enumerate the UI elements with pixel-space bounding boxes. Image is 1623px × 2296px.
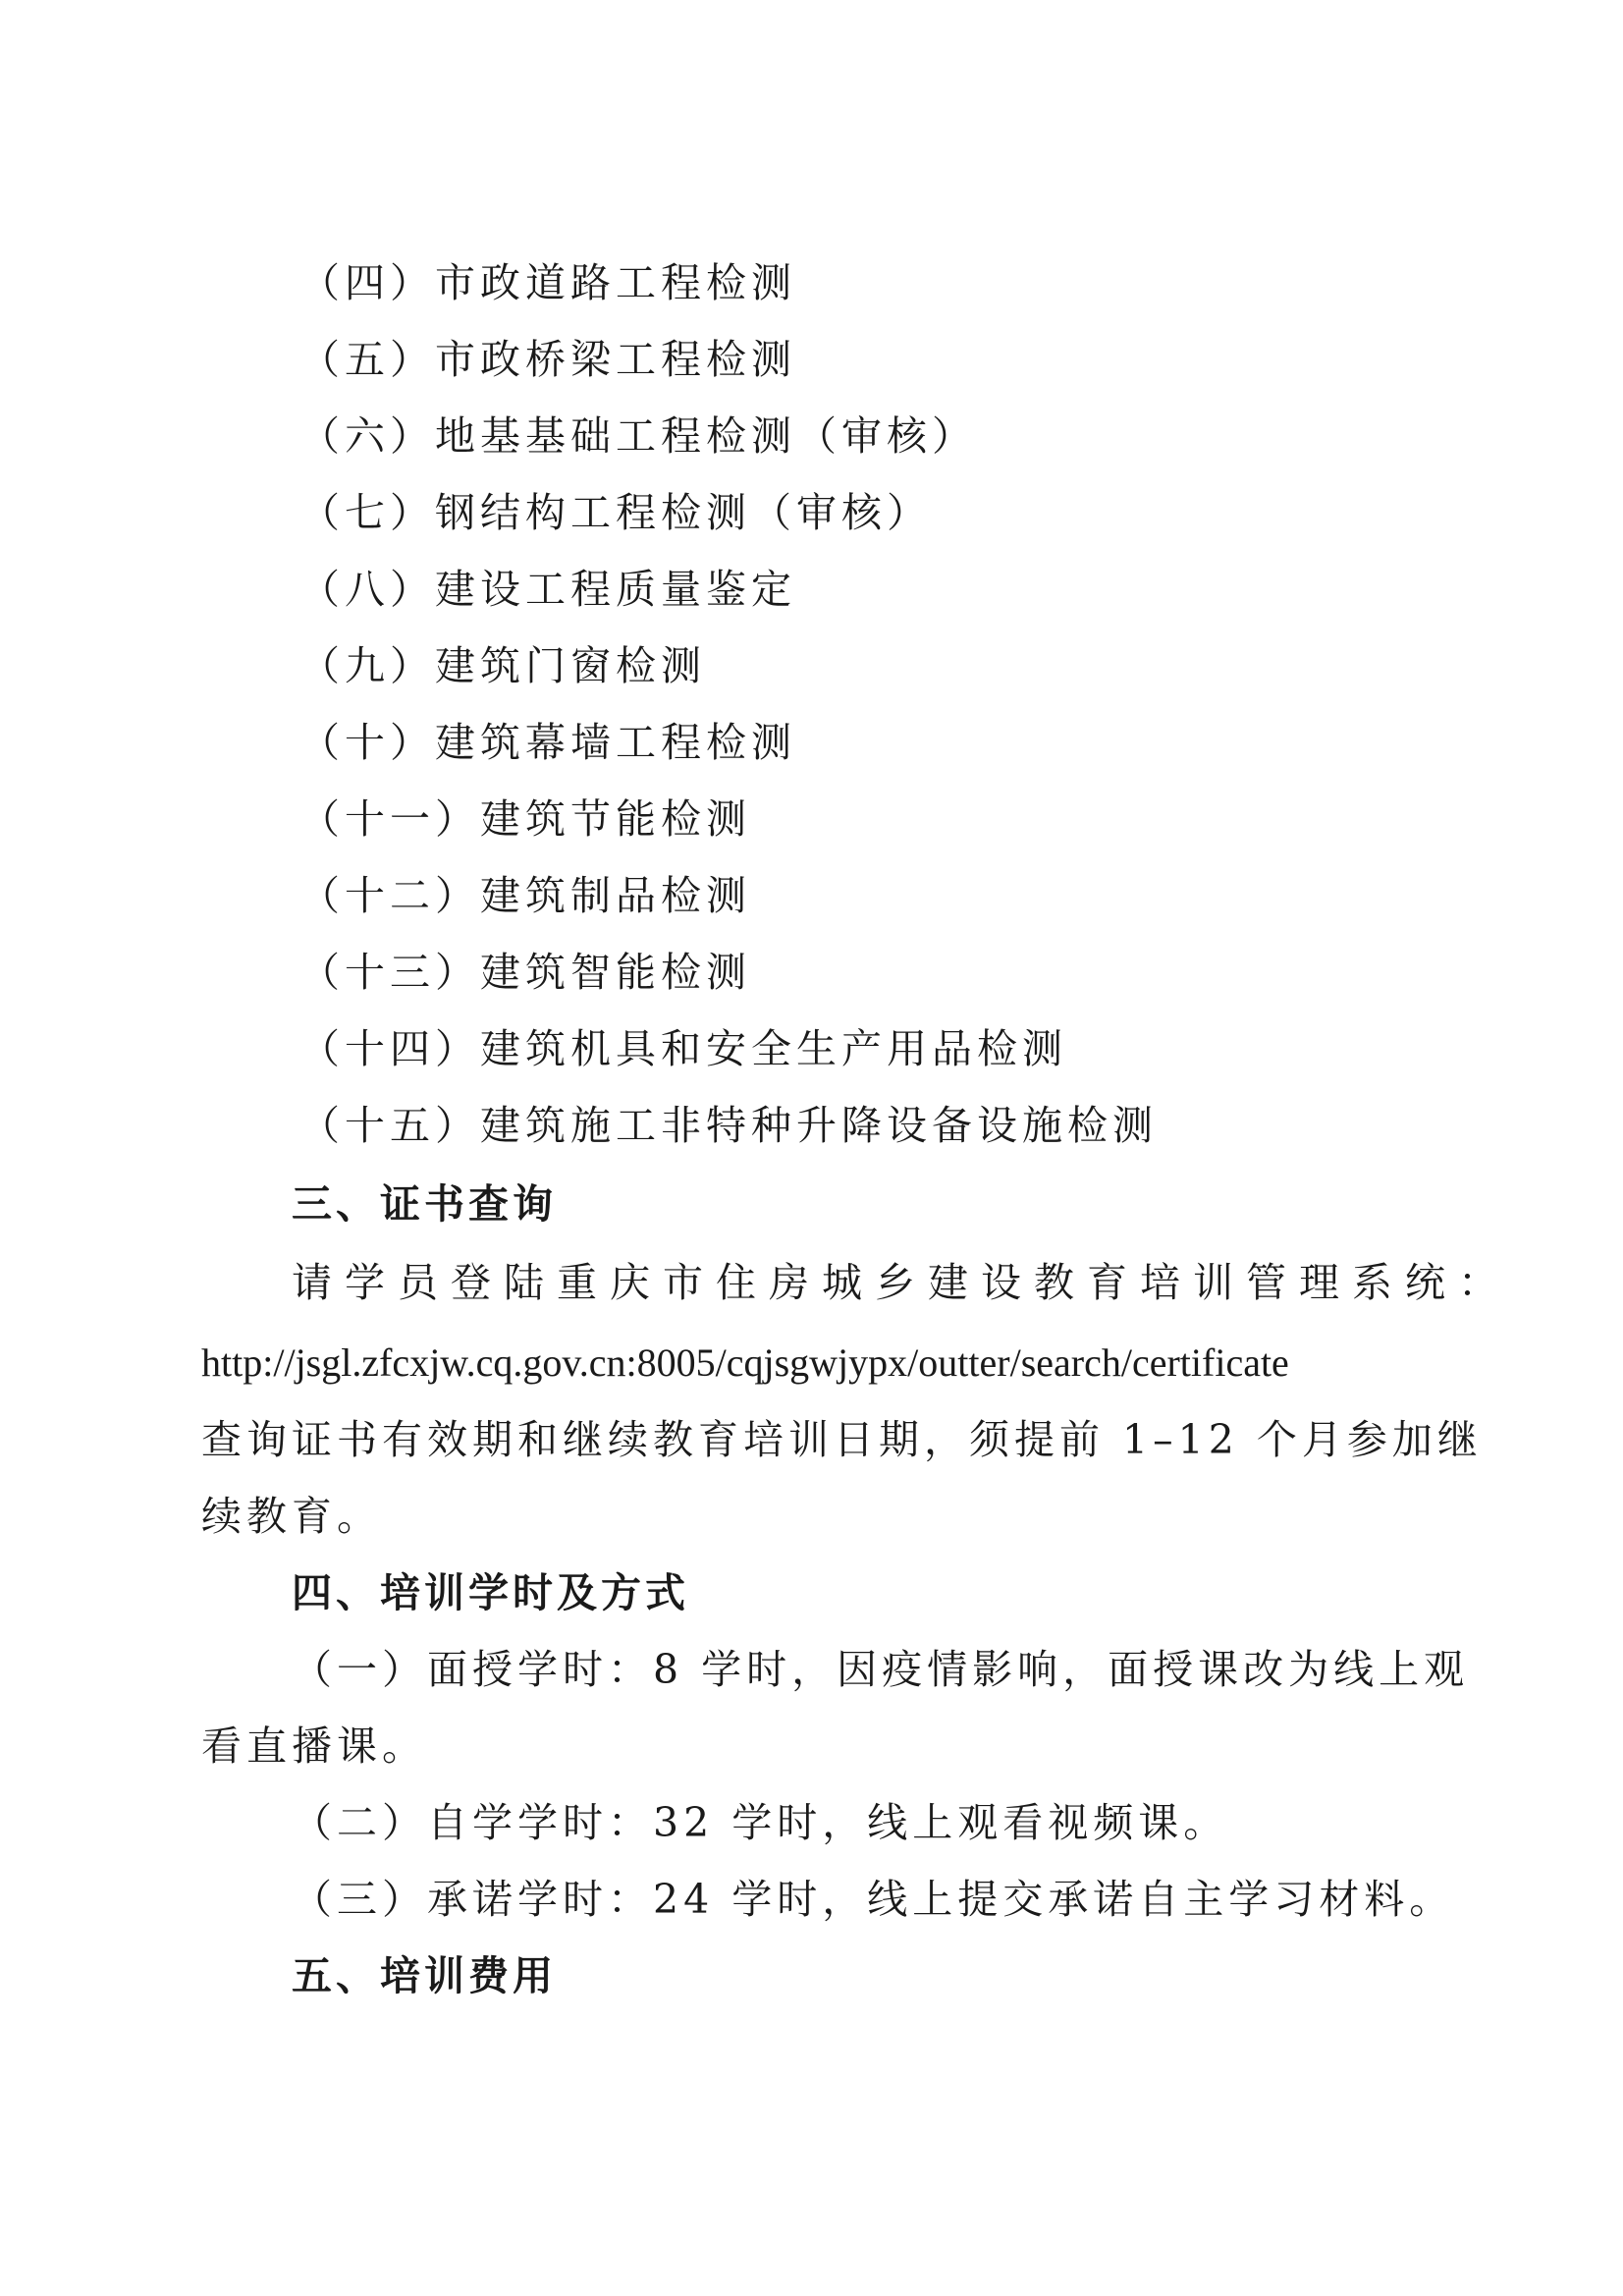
list-item: （九）建筑门窗检测 [299,642,706,689]
list-item: （十四）建筑机具和安全生产用品检测 [299,1025,1067,1072]
section-heading-training-fee: 五、培训费用 [292,1952,557,1999]
certificate-url-link[interactable]: http://jsgl.zfcxjw.cq.gov.cn:8005/cqjsgwjypx/outter/search/certificate [201,1340,1289,1385]
list-item: （七）钢结构工程检测（审核） [299,489,932,536]
paragraph-line: （一）面授学时：8 学时，因疫情影响，面授课改为线上观 [292,1646,1470,1693]
list-item: （十三）建筑智能检测 [299,949,751,996]
paragraph-line: 请学员登陆重庆市住房城乡建设教育培训管理系统： [292,1259,1511,1306]
paragraph-line: 看直播课。 [201,1722,427,1770]
paragraph-line: 续教育。 [201,1493,382,1540]
list-item: （六）地基基础工程检测（审核） [299,412,977,460]
list-item: （十五）建筑施工非特种升降设备设施检测 [299,1102,1158,1149]
list-item: （四）市政道路工程检测 [299,259,796,306]
paragraph-line: 查询证书有效期和继续教育培训日期，须提前 1–12 个月参加继 [201,1416,1483,1463]
paragraph-line: （二）自学学时：32 学时，线上观看视频课。 [292,1799,1229,1846]
list-item: （十）建筑幕墙工程检测 [299,719,796,766]
list-item: （八）建设工程质量鉴定 [299,566,796,613]
section-heading-certificate: 三、证书查询 [292,1180,557,1228]
list-item: （十一）建筑节能检测 [299,795,751,843]
list-item: （十二）建筑制品检测 [299,872,751,919]
list-item: （五）市政桥梁工程检测 [299,336,796,383]
paragraph-line: （三）承诺学时：24 学时，线上提交承诺自主学习材料。 [292,1876,1455,1923]
section-heading-training-hours: 四、培训学时及方式 [292,1569,689,1616]
